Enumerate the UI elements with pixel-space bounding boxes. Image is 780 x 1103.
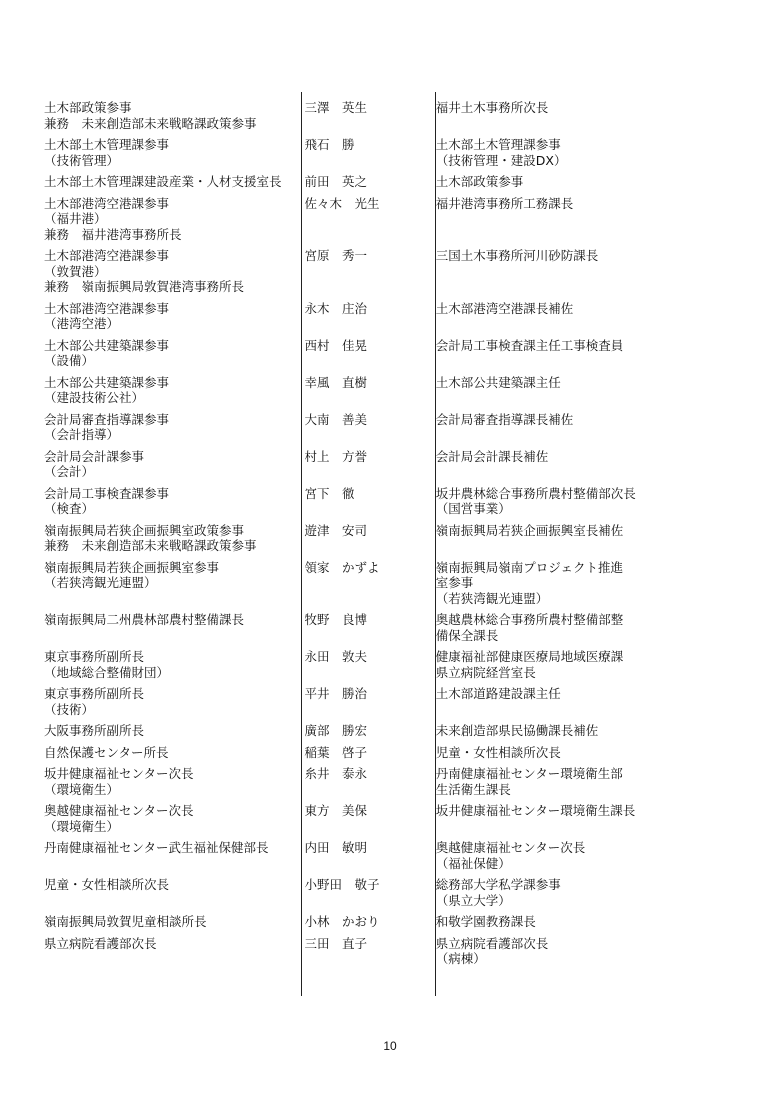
person-name-cell: 遊津 安司: [304, 522, 368, 538]
person-name-cell: 糸井 泰永: [304, 766, 368, 781]
previous-position-line: （国営事業）: [435, 501, 511, 516]
table-row: [44, 766, 744, 797]
person-name-cell: 前田 英之: [304, 174, 368, 189]
new-position-cell: [44, 877, 301, 908]
new-position-line: 会計局工事検査課参事: [44, 485, 170, 501]
previous-position-cell: [432, 686, 744, 717]
previous-position-cell: [432, 936, 744, 967]
new-position-line: 嶺南振興局若狭企画振興室参事: [44, 559, 220, 575]
new-position-cell: [44, 745, 301, 761]
new-position-line: 自然保護センター所長: [44, 744, 169, 760]
new-position-line: （設備）: [44, 353, 95, 368]
person-name-cell: 飛石 勝: [304, 137, 355, 152]
person-name-cell: 宮下 徹: [304, 485, 355, 501]
previous-position-line: 土木部土木管理課参事: [435, 137, 561, 152]
table-row: [44, 248, 744, 295]
new-position-cell: [44, 338, 301, 369]
new-position-line: 土木部公共建築課参事: [44, 374, 170, 390]
new-position-line: 土木部港湾空港課参事: [44, 300, 170, 316]
table-row: [44, 803, 744, 834]
table-row: [44, 914, 744, 930]
new-position-line: （建設技術公社）: [44, 390, 145, 405]
table-row: [44, 936, 744, 967]
new-position-line: 会計局会計課参事: [44, 448, 145, 464]
new-position-line: 土木部港湾空港課参事: [44, 248, 170, 263]
previous-position-line: 未来創造部県民協働課長補佐: [435, 723, 599, 738]
previous-position-line: 丹南健康福祉センター環境衛生部: [435, 766, 623, 781]
new-position-line: 嶺南振興局二州農林部農村整備課長: [44, 612, 245, 627]
table-row: [44, 877, 744, 908]
previous-position-line: 奥越農林総合事務所農村整備部整: [435, 612, 624, 627]
table-row: [44, 196, 744, 243]
new-position-cell: [44, 936, 301, 967]
previous-position-cell: [432, 137, 744, 168]
new-position-line: 東京事務所副所長: [44, 686, 145, 701]
new-position-line: （福井港）: [44, 211, 107, 226]
person-name-cell: 廣部 勝宏: [304, 723, 368, 738]
table-row: [44, 449, 744, 480]
previous-position-cell: [432, 338, 744, 369]
previous-position-cell: [432, 914, 744, 930]
new-position-line: 兼務 未来創造部未来戦略課政策参事: [44, 538, 257, 553]
person-name-cell: 東方 美保: [304, 803, 368, 818]
person-name-cell: 佐々木 光生: [304, 195, 380, 211]
new-position-cell: [44, 840, 301, 871]
new-position-cell: [44, 766, 301, 797]
new-position-line: （会計）: [44, 464, 95, 479]
person-name-cell: 小林 かおり: [304, 914, 380, 929]
new-position-line: 兼務 未来創造部未来戦略課政策参事: [44, 115, 257, 131]
previous-position-line: 会計局審査指導課長補佐: [435, 411, 574, 427]
previous-position-line: 三国土木事務所河川砂防課長: [435, 248, 599, 263]
new-position-line: （敦賀港）: [44, 263, 107, 279]
table-row: [44, 137, 744, 168]
previous-position-cell: [432, 174, 744, 190]
new-position-line: （技術管理）: [44, 152, 120, 168]
new-position-line: （港湾空港）: [44, 316, 120, 331]
person-name-cell: 領家 かずよ: [304, 559, 380, 575]
person-name-cell: 大南 善美: [304, 411, 368, 427]
previous-position-line: 備保全課長: [435, 627, 499, 643]
previous-position-cell: [432, 486, 744, 517]
previous-position-line: （福祉保健）: [435, 855, 511, 871]
previous-position-line: 県立病院看護部次長: [435, 935, 549, 951]
new-position-line: 坂井健康福祉センター次長: [44, 766, 194, 781]
new-position-cell: [44, 523, 301, 554]
previous-position-line: 総務部大学私学課参事: [435, 877, 561, 892]
new-position-line: （環境衛生）: [44, 818, 120, 834]
table-row: [44, 523, 744, 554]
table-row: [44, 486, 744, 517]
new-position-cell: [44, 914, 301, 930]
new-position-line: 大阪事務所副所長: [44, 723, 145, 738]
new-position-line: 奥越健康福祉センター次長: [44, 803, 194, 818]
new-position-line: 児童・女性相談所次長: [44, 877, 170, 892]
new-position-line: 嶺南振興局敦賀児童相談所長: [44, 914, 207, 929]
new-position-cell: [44, 723, 301, 739]
new-position-line: （技術）: [44, 701, 95, 717]
new-position-line: 兼務 嶺南振興局敦賀港湾事務所長: [44, 279, 245, 294]
previous-position-cell: [432, 301, 744, 332]
person-name-cell: 村上 方誉: [304, 448, 368, 464]
previous-position-line: 室参事: [435, 575, 474, 590]
new-position-line: 土木部公共建築課参事: [44, 337, 170, 353]
previous-position-cell: [432, 560, 744, 607]
personnel-table: [44, 100, 744, 973]
table-row: [44, 412, 744, 443]
new-position-line: 兼務 福井港湾事務所長: [44, 226, 182, 242]
new-position-cell: [44, 612, 301, 643]
previous-position-cell: [432, 523, 744, 554]
table-row: [44, 649, 744, 680]
new-position-cell: [44, 649, 301, 680]
new-position-cell: [44, 137, 301, 168]
previous-position-line: 県立病院経営室長: [435, 664, 536, 680]
page-number: 10: [383, 1039, 397, 1053]
person-name-cell: 宮原 秀一: [304, 248, 368, 263]
previous-position-cell: [432, 612, 744, 643]
previous-position-line: 会計局工事検査課主任工事検査員: [435, 337, 624, 353]
person-name-cell: 稲葉 啓子: [304, 744, 368, 760]
person-name-cell: 内田 敏明: [304, 840, 368, 855]
previous-position-line: 福井土木事務所次長: [435, 100, 549, 115]
previous-position-cell: [432, 723, 744, 739]
previous-position-cell: [432, 877, 744, 908]
previous-position-line: 土木部政策参事: [435, 174, 524, 189]
table-row: [44, 840, 744, 871]
previous-position-line: 健康福祉部健康医療局地域医療課: [435, 649, 624, 664]
previous-position-line: 児童・女性相談所次長: [435, 744, 561, 760]
previous-position-line: （若狭湾観光連盟）: [435, 590, 549, 606]
previous-position-cell: [432, 375, 744, 406]
table-row: [44, 338, 744, 369]
previous-position-line: 奥越健康福祉センター次長: [435, 840, 586, 855]
new-position-cell: [44, 196, 301, 243]
person-name-cell: 永田 敦夫: [304, 649, 368, 664]
new-position-line: （会計指導）: [44, 427, 120, 442]
new-position-line: 土木部土木管理課建設産業・人材支援室長: [44, 174, 282, 189]
table-row: [44, 612, 744, 643]
person-name-cell: 西村 佳晃: [304, 337, 368, 353]
table-row: [44, 560, 744, 607]
new-position-cell: [44, 686, 301, 717]
new-position-cell: [44, 248, 301, 295]
previous-position-cell: [432, 840, 744, 871]
new-position-cell: [44, 560, 301, 607]
previous-position-line: 嶺南振興局若狭企画振興室長補佐: [435, 522, 624, 538]
previous-position-line: 福井港湾事務所工務課長: [435, 195, 574, 211]
previous-position-cell: [432, 449, 744, 480]
new-position-cell: [44, 486, 301, 517]
table-row: [44, 745, 744, 761]
new-position-line: （若狭湾観光連盟）: [44, 575, 157, 590]
person-name-cell: 三澤 英生: [304, 100, 368, 115]
table-row: [44, 686, 744, 717]
previous-position-cell: [432, 100, 744, 131]
new-position-line: 土木部土木管理課参事: [44, 137, 170, 152]
previous-position-line: 嶺南振興局嶺南プロジェクト推進: [435, 559, 624, 575]
previous-position-cell: [432, 649, 744, 680]
new-position-line: 丹南健康福祉センター武生福祉保健部長: [44, 840, 269, 855]
previous-position-cell: [432, 412, 744, 443]
new-position-line: （検査）: [44, 501, 95, 516]
new-position-line: 嶺南振興局若狭企画振興室政策参事: [44, 522, 245, 538]
previous-position-cell: [432, 766, 744, 797]
table-row: [44, 100, 744, 131]
new-position-cell: [44, 449, 301, 480]
new-position-line: 県立病院看護部次長: [44, 935, 157, 951]
previous-position-line: 土木部港湾空港課長補佐: [435, 300, 574, 316]
table-row: [44, 174, 744, 190]
new-position-cell: [44, 412, 301, 443]
new-position-line: （環境衛生）: [44, 781, 120, 797]
person-name-cell: 永木 庄治: [304, 300, 368, 316]
previous-position-line: 土木部道路建設課主任: [435, 686, 561, 701]
previous-position-line: 会計局会計課長補佐: [435, 448, 549, 464]
new-position-line: 土木部政策参事: [44, 100, 132, 115]
table-row: [44, 375, 744, 406]
new-position-line: 土木部港湾空港課参事: [44, 195, 170, 211]
new-position-cell: [44, 174, 301, 190]
previous-position-line: 土木部公共建築課主任: [435, 374, 561, 390]
previous-position-line: 和敬学園教務課長: [435, 914, 536, 929]
previous-position-cell: [432, 248, 744, 295]
new-position-cell: [44, 301, 301, 332]
previous-position-cell: [432, 803, 744, 834]
new-position-line: （地域総合整備財団）: [44, 664, 170, 680]
person-name-cell: 三田 直子: [304, 935, 368, 951]
previous-position-line: 坂井農林総合事務所農村整備部次長: [435, 485, 636, 501]
table-row: [44, 301, 744, 332]
previous-position-line: （県立大学）: [435, 892, 511, 908]
previous-position-line: （技術管理・建設DX）: [435, 152, 567, 168]
new-position-line: 会計局審査指導課参事: [44, 411, 170, 427]
person-name-cell: 牧野 良博: [304, 612, 368, 627]
table-row: [44, 723, 744, 739]
new-position-line: 東京事務所副所長: [44, 649, 145, 664]
previous-position-line: 生活衛生課長: [435, 781, 511, 797]
previous-position-line: （病棟）: [435, 951, 486, 966]
previous-position-cell: [432, 196, 744, 243]
new-position-cell: [44, 375, 301, 406]
person-name-cell: 小野田 敬子: [304, 877, 380, 892]
person-name-cell: 幸風 直樹: [304, 374, 368, 390]
previous-position-cell: [432, 745, 744, 761]
new-position-cell: [44, 100, 301, 131]
previous-position-line: 坂井健康福祉センター環境衛生課長: [435, 803, 636, 818]
person-name-cell: 平井 勝治: [304, 686, 368, 701]
new-position-cell: [44, 803, 301, 834]
